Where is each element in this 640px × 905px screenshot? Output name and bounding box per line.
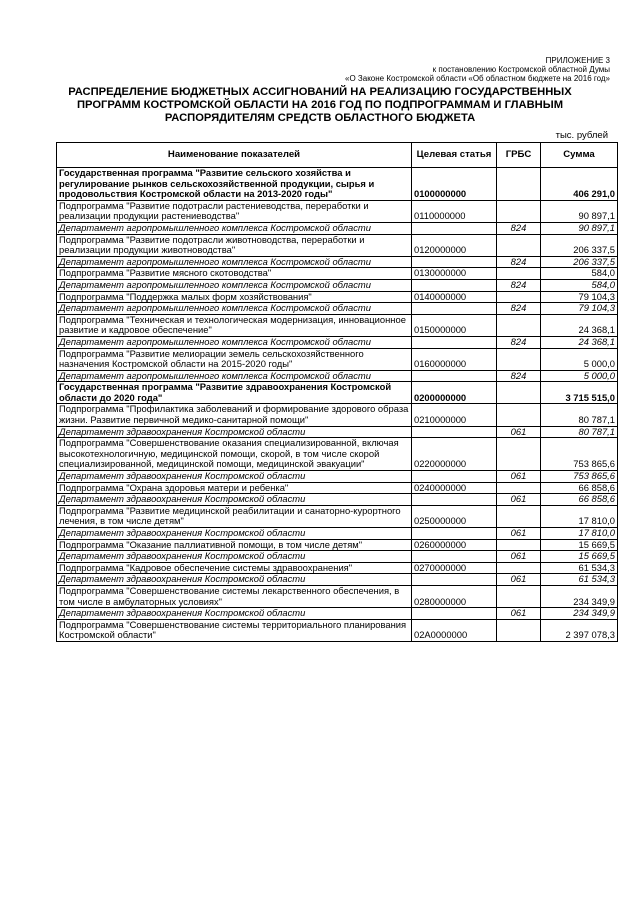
title-line: РАСПОРЯДИТЕЛЯМ СРЕДСТВ ОБЛАСТНОГО БЮДЖЕТА [164, 111, 476, 124]
row-sum-cell: 206 337,5 [541, 234, 618, 256]
row-sum-cell: 15 669,5 [541, 551, 618, 563]
row-name-cell: Департамент здравоохранения Костромской области [57, 426, 412, 438]
row-code-cell: 0280000000 [412, 585, 497, 607]
subprogram-row [57, 314, 618, 336]
row-sum-cell: 61 534,3 [541, 562, 618, 574]
row-code-cell: 0130000000 [412, 268, 497, 280]
row-name-cell: Подпрограмма "Развитие медицинской реабилитации и санаторно-курортного лечения, в том числе детям" [57, 505, 412, 527]
row-code-cell [412, 336, 497, 348]
row-sum-cell: 584,0 [541, 279, 618, 291]
row-name-cell: Подпрограмма "Развитие мясного скотоводства" [57, 268, 412, 280]
row-grbs-cell: 061 [497, 471, 541, 483]
row-sum-cell: 5 000,0 [541, 370, 618, 382]
row-sum-cell: 90 897,1 [541, 200, 618, 222]
row-sum-cell: 80 787,1 [541, 426, 618, 438]
row-name-cell: Подпрограмма "Кадровое обеспечение системы здравоохранения" [57, 562, 412, 574]
row-name-cell: Подпрограмма "Совершенствование системы территориального планирования Костромской области" [57, 619, 412, 641]
row-grbs-cell [497, 539, 541, 551]
row-code-cell: 02А0000000 [412, 619, 497, 641]
row-code-cell [412, 256, 497, 268]
budget-table-body [57, 168, 618, 642]
row-sum-cell: 17 810,0 [541, 505, 618, 527]
row-code-cell: 0150000000 [412, 314, 497, 336]
row-grbs-cell [497, 404, 541, 426]
row-code-cell [412, 528, 497, 540]
department-row [57, 574, 618, 586]
row-grbs-cell: 824 [497, 279, 541, 291]
row-name-cell: Департамент агропромышленного комплекса Костромской области [57, 303, 412, 315]
row-code-cell: 0200000000 [412, 382, 497, 404]
department-row [57, 279, 618, 291]
row-code-cell [412, 279, 497, 291]
document-title [40, 86, 600, 124]
row-sum-cell: 234 349,9 [541, 608, 618, 620]
department-row [57, 551, 618, 563]
row-sum-cell: 753 865,6 [541, 438, 618, 471]
row-code-cell [412, 303, 497, 315]
row-grbs-cell [497, 438, 541, 471]
column-header-grbs: ГРБС [497, 143, 541, 168]
column-header-sum: Сумма [541, 143, 618, 168]
row-sum-cell: 2 397 078,3 [541, 619, 618, 641]
row-code-cell: 0160000000 [412, 348, 497, 370]
row-grbs-cell: 061 [497, 528, 541, 540]
row-grbs-cell: 824 [497, 256, 541, 268]
title-line: ПРОГРАММ КОСТРОМСКОЙ ОБЛАСТИ НА 2016 ГОД ПО ПОДПРОГРАММАМ И ГЛАВНЫМ [76, 98, 564, 111]
row-code-cell [412, 222, 497, 234]
program-row [57, 168, 618, 201]
row-code-cell: 0240000000 [412, 482, 497, 494]
row-code-cell: 0140000000 [412, 291, 497, 303]
row-code-cell: 0260000000 [412, 539, 497, 551]
row-name-cell: Подпрограмма "Развитие подотрасли растениеводства, переработки и реализации продукции растениеводства" [57, 200, 412, 222]
row-name-cell: Подпрограмма "Охрана здоровья матери и ребенка" [57, 482, 412, 494]
appendix-line: к постановлению Костромской областной Думы [432, 65, 610, 74]
row-grbs-cell [497, 562, 541, 574]
row-name-cell: Государственная программа "Развитие здравоохранения Костромской области до 2020 года" [57, 382, 412, 404]
row-sum-cell: 3 715 515,0 [541, 382, 618, 404]
row-name-cell: Подпрограмма "Техническая и технологическая модернизация, инновационное развитие и кадровое обеспечение" [57, 314, 412, 336]
row-name-cell: Департамент здравоохранения Костромской области [57, 574, 412, 586]
row-grbs-cell: 824 [497, 303, 541, 315]
row-sum-cell: 79 104,3 [541, 303, 618, 315]
row-sum-cell: 61 534,3 [541, 574, 618, 586]
row-grbs-cell: 061 [497, 494, 541, 506]
program-row [57, 382, 618, 404]
subprogram-row [57, 291, 618, 303]
subprogram-row [57, 404, 618, 426]
column-header-code: Целевая статья [412, 143, 497, 168]
department-row [57, 426, 618, 438]
row-name-cell: Подпрограмма "Развитие мелиорации земель сельскохозяйственного назначения Костромской области на 2015-2020 годы" [57, 348, 412, 370]
row-name-cell: Департамент здравоохранения Костромской области [57, 494, 412, 506]
row-sum-cell: 24 368,1 [541, 336, 618, 348]
row-code-cell [412, 574, 497, 586]
row-name-cell: Департамент агропромышленного комплекса Костромской области [57, 222, 412, 234]
department-row [57, 222, 618, 234]
budget-table [56, 142, 618, 642]
row-name-cell: Подпрограмма "Совершенствование системы лекарственного обеспечения, в том числе в амбулаторных условиях" [57, 585, 412, 607]
row-name-cell: Департамент здравоохранения Костромской области [57, 551, 412, 563]
department-row [57, 370, 618, 382]
row-code-cell [412, 551, 497, 563]
row-name-cell: Департамент агропромышленного комплекса Костромской области [57, 256, 412, 268]
subprogram-row [57, 505, 618, 527]
subprogram-row [57, 268, 618, 280]
row-name-cell: Департамент агропромышленного комплекса Костромской области [57, 336, 412, 348]
subprogram-row [57, 539, 618, 551]
row-grbs-cell [497, 585, 541, 607]
row-grbs-cell: 061 [497, 551, 541, 563]
row-code-cell: 0210000000 [412, 404, 497, 426]
row-sum-cell: 206 337,5 [541, 256, 618, 268]
subprogram-row [57, 438, 618, 471]
row-code-cell: 0110000000 [412, 200, 497, 222]
row-code-cell: 0270000000 [412, 562, 497, 574]
row-sum-cell: 17 810,0 [541, 528, 618, 540]
row-grbs-cell [497, 200, 541, 222]
row-grbs-cell: 061 [497, 608, 541, 620]
row-grbs-cell: 061 [497, 426, 541, 438]
row-grbs-cell [497, 505, 541, 527]
appendix-line: ПРИЛОЖЕНИЕ 3 [545, 56, 610, 65]
row-grbs-cell: 061 [497, 574, 541, 586]
subprogram-row [57, 482, 618, 494]
row-grbs-cell [497, 382, 541, 404]
department-row [57, 494, 618, 506]
appendix-note [345, 56, 610, 83]
row-sum-cell: 90 897,1 [541, 222, 618, 234]
row-grbs-cell [497, 482, 541, 494]
row-code-cell [412, 370, 497, 382]
appendix-line: «О Законе Костромской области «Об областном бюджете на 2016 год» [345, 74, 610, 83]
row-name-cell: Департамент здравоохранения Костромской области [57, 471, 412, 483]
row-name-cell: Государственная программа "Развитие сельского хозяйства и регулирование рынков сельскохозяйственной продукции, сырья и продовольствия Костромской области на 2013-2020 годы" [57, 168, 412, 201]
row-grbs-cell [497, 314, 541, 336]
row-sum-cell: 584,0 [541, 268, 618, 280]
column-header-name: Наименование показателей [57, 143, 412, 168]
row-sum-cell: 80 787,1 [541, 404, 618, 426]
row-name-cell: Подпрограмма "Поддержка малых форм хозяйствования" [57, 291, 412, 303]
row-code-cell: 0100000000 [412, 168, 497, 201]
department-row [57, 256, 618, 268]
department-row [57, 608, 618, 620]
subprogram-row [57, 234, 618, 256]
row-sum-cell: 15 669,5 [541, 539, 618, 551]
subprogram-row [57, 585, 618, 607]
department-row [57, 471, 618, 483]
row-sum-cell: 406 291,0 [541, 168, 618, 201]
row-sum-cell: 24 368,1 [541, 314, 618, 336]
table-header-row [57, 143, 618, 168]
row-code-cell: 0250000000 [412, 505, 497, 527]
row-grbs-cell [497, 291, 541, 303]
row-sum-cell: 66 858,6 [541, 482, 618, 494]
subprogram-row [57, 562, 618, 574]
row-sum-cell: 66 858,6 [541, 494, 618, 506]
units-label: тыс. рублей [555, 130, 608, 141]
row-sum-cell: 5 000,0 [541, 348, 618, 370]
row-sum-cell: 753 865,6 [541, 471, 618, 483]
department-row [57, 336, 618, 348]
row-grbs-cell: 824 [497, 336, 541, 348]
row-grbs-cell [497, 348, 541, 370]
row-code-cell [412, 494, 497, 506]
row-name-cell: Подпрограмма "Совершенствование оказания специализированной, включая высокотехнологичную, медицинской помощи, скорой, в том числе скорой специализированной, медицинской помощи, медицинской эвакуации" [57, 438, 412, 471]
row-grbs-cell: 824 [497, 222, 541, 234]
row-name-cell: Департамент агропромышленного комплекса Костромской области [57, 370, 412, 382]
subprogram-row [57, 619, 618, 641]
department-row [57, 528, 618, 540]
row-name-cell: Департамент здравоохранения Костромской области [57, 608, 412, 620]
row-code-cell [412, 471, 497, 483]
row-name-cell: Департамент агропромышленного комплекса Костромской области [57, 279, 412, 291]
row-name-cell: Подпрограмма "Оказание паллиативной помощи, в том числе детям" [57, 539, 412, 551]
row-code-cell: 0120000000 [412, 234, 497, 256]
row-grbs-cell [497, 268, 541, 280]
row-name-cell: Департамент здравоохранения Костромской области [57, 528, 412, 540]
row-code-cell: 0220000000 [412, 438, 497, 471]
title-line: РАСПРЕДЕЛЕНИЕ БЮДЖЕТНЫХ АССИГНОВАНИЙ НА РЕАЛИЗАЦИЮ ГОСУДАРСТВЕННЫХ [68, 86, 572, 98]
row-code-cell [412, 426, 497, 438]
row-sum-cell: 234 349,9 [541, 585, 618, 607]
subprogram-row [57, 200, 618, 222]
subprogram-row [57, 348, 618, 370]
row-grbs-cell [497, 234, 541, 256]
row-grbs-cell [497, 168, 541, 201]
row-grbs-cell: 824 [497, 370, 541, 382]
row-name-cell: Подпрограмма "Профилактика заболеваний и формирование здорового образа жизни. Развитие первичной медико-санитарной помощи" [57, 404, 412, 426]
department-row [57, 303, 618, 315]
row-grbs-cell [497, 619, 541, 641]
row-code-cell [412, 608, 497, 620]
row-sum-cell: 79 104,3 [541, 291, 618, 303]
row-name-cell: Подпрограмма "Развитие подотрасли животноводства, переработки и реализации продукции животноводства" [57, 234, 412, 256]
